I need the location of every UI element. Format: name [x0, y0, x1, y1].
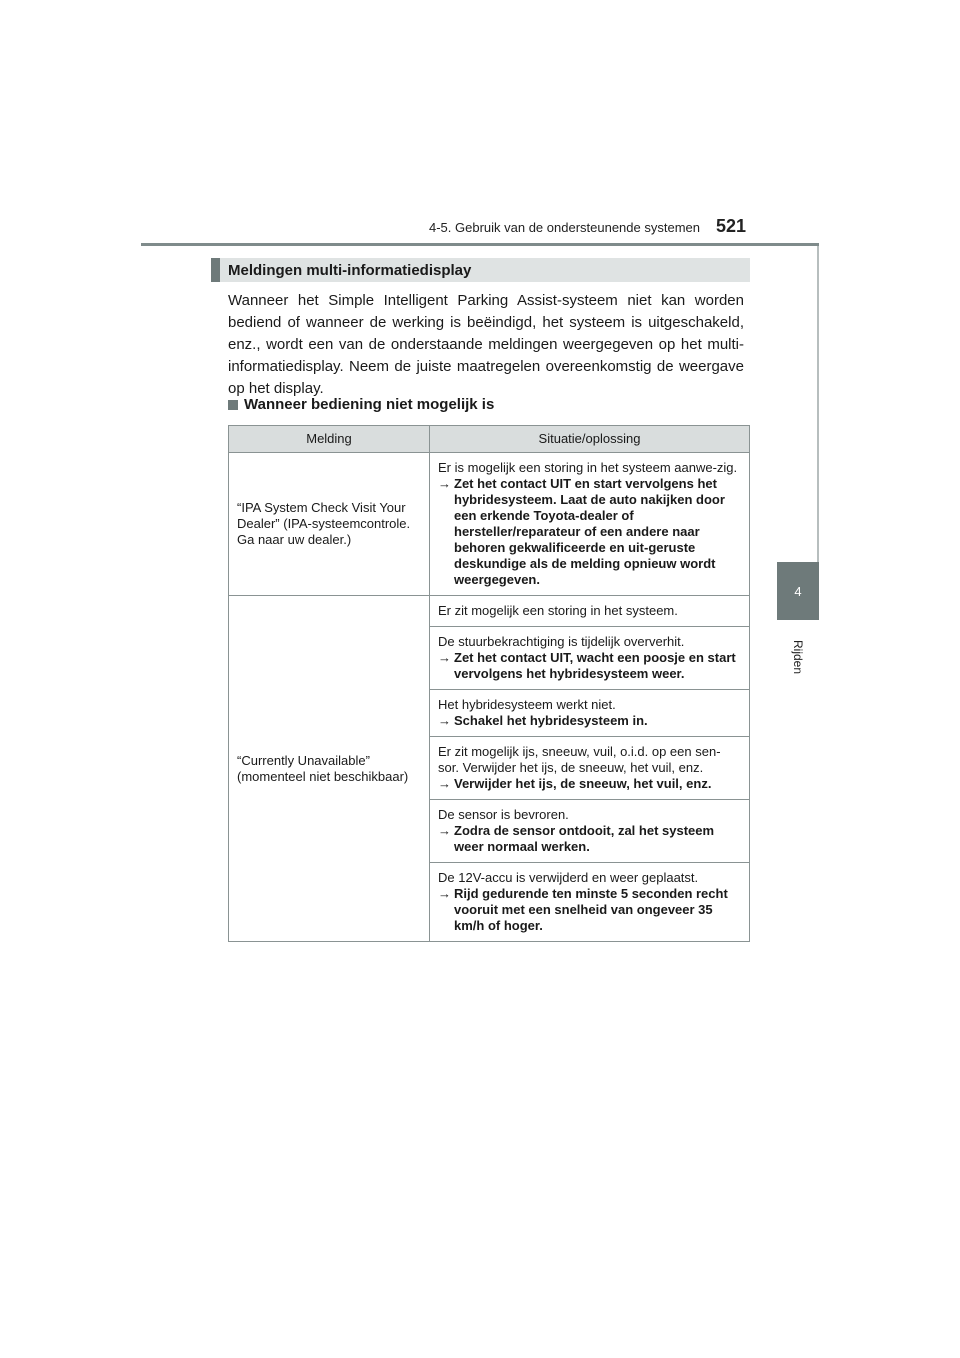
section-title-bar: [211, 258, 750, 282]
action-item: [438, 886, 741, 934]
action-item: [438, 650, 741, 682]
column-header-message: Melding: [229, 426, 430, 453]
action-text: Zodra de sensor ontdooit, zal het systeem weer normaal werken.: [454, 823, 715, 854]
action-item: [438, 713, 741, 729]
action-text: Zet het contact UIT en start vervolgens het hybridesysteem. Laat de auto nakijken door een erkende Toyota-dealer of hersteller/reparateur of een andere naar behoren gekwalificeerde en uit-geruste deskundige als de melding opnieuw wordt weergegeven.: [454, 476, 725, 587]
chapter-label: Rijden: [791, 640, 805, 675]
situation-cell: [430, 737, 750, 800]
situation-cell: [430, 800, 750, 863]
messages-table: [228, 425, 750, 942]
situation-cell: [430, 863, 750, 942]
situation-text: De stuurbekrachtiging is tijdelijk oververhit.: [438, 634, 685, 649]
situation-cell: [430, 453, 750, 596]
situation-text: Er is mogelijk een storing in het systeem aanwe-zig.: [438, 460, 738, 475]
arrow-icon: →: [438, 476, 451, 491]
arrow-icon: →: [438, 886, 451, 901]
page-number: 521: [716, 216, 747, 236]
action-text: Schakel het hybridesysteem in.: [454, 713, 648, 728]
situation-text: Het hybridesysteem werkt niet.: [438, 697, 616, 712]
arrow-icon: →: [438, 650, 451, 665]
header-rule: [141, 243, 819, 246]
square-bullet-icon: [228, 400, 238, 410]
situation-text: Er zit mogelijk ijs, sneeuw, vuil, o.i.d. op een sen-sor. Verwijder het ijs, de sneeuw, het vuil, enz.: [438, 744, 721, 775]
situation-text: De sensor is bevroren.: [438, 807, 569, 822]
subheading: [228, 396, 728, 413]
action-text: Verwijder het ijs, de sneeuw, het vuil, enz.: [454, 776, 712, 791]
action-item: [438, 776, 741, 792]
table-header-row: [229, 426, 750, 453]
situation-cell: [430, 690, 750, 737]
intro-paragraph: Wanneer het Simple Intelligent Parking Assist-systeem niet kan worden bediend of wanneer de werking is beëindigd, het systeem is uitgeschakeld, enz., wordt een van de onderstaande meldingen weergegeven op het multi-informatiedisplay. Neem de juiste maatregelen overeenkomstig de weergave op het display.: [228, 292, 744, 397]
arrow-icon: →: [438, 823, 451, 838]
column-header-situation: Situatie/oplossing: [430, 426, 750, 453]
action-text: Zet het contact UIT, wacht een poosje en start vervolgens het hybridesysteem weer.: [454, 650, 736, 681]
subheading-text: Wanneer bediening niet mogelijk is: [244, 396, 495, 413]
situation-text: Er zit mogelijk een storing in het systeem.: [438, 603, 678, 618]
action-text: Rijd gedurende ten minste 5 seconden recht vooruit met een snelheid van ongeveer 35 km/h of hoger.: [454, 886, 728, 933]
arrow-icon: →: [438, 713, 451, 728]
action-item: [438, 823, 741, 855]
arrow-icon: →: [438, 776, 451, 791]
side-rule: [817, 246, 819, 562]
running-header: 4-5. Gebruik van de ondersteunende systemen: [428, 220, 700, 235]
situation-cell: [430, 596, 750, 627]
chapter-tab: 4: [777, 562, 819, 620]
section-title: Meldingen multi-informatiedisplay: [228, 261, 472, 279]
table-row: [229, 453, 750, 596]
situation-text: De 12V-accu is verwijderd en weer geplaatst.: [438, 870, 699, 885]
situation-cell: [430, 627, 750, 690]
message-cell: “Currently Unavailable” (momenteel niet beschikbaar): [229, 596, 430, 942]
message-cell: “IPA System Check Visit Your Dealer” (IPA-systeemcontrole. Ga naar uw dealer.): [229, 453, 430, 596]
table-row: [229, 596, 750, 627]
action-item: [438, 476, 741, 588]
